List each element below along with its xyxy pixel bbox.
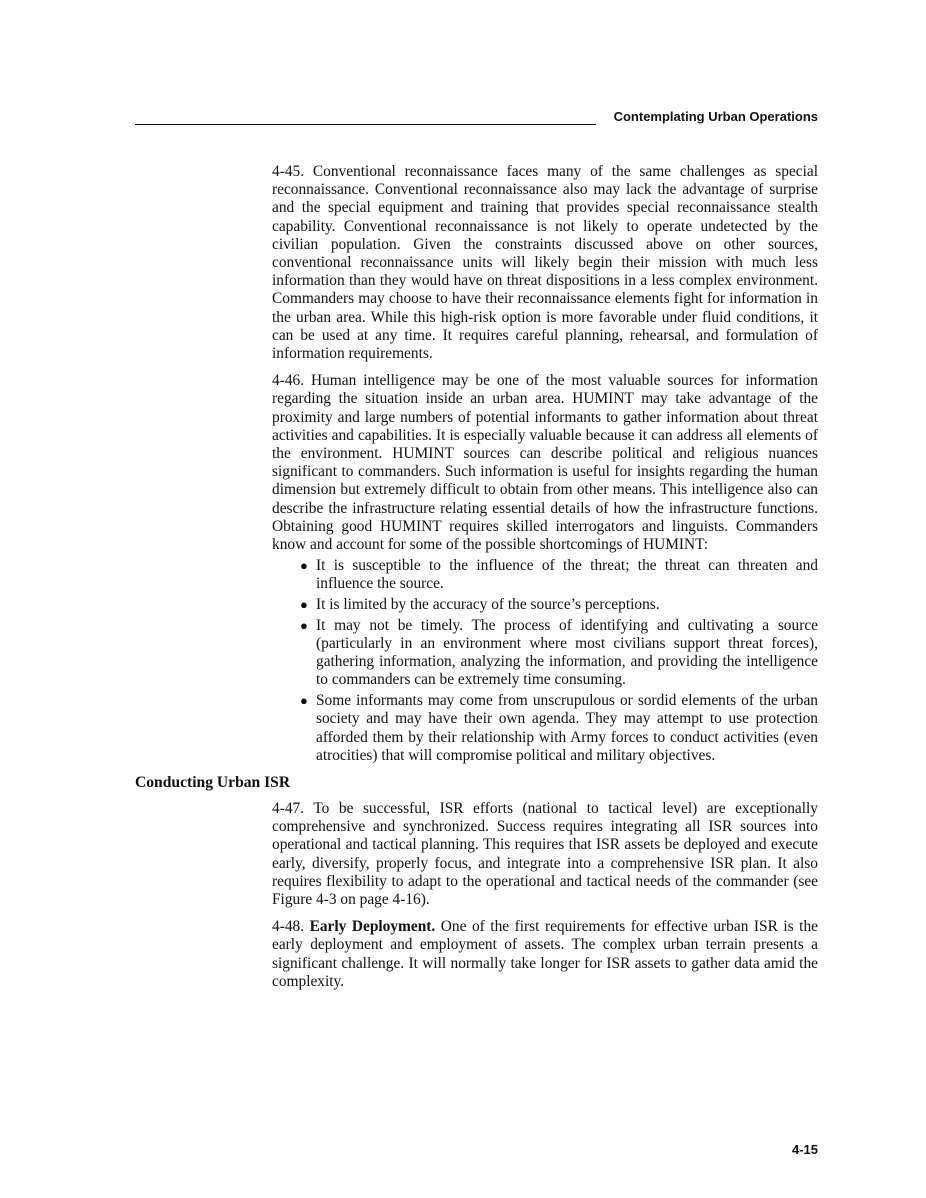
running-header (135, 108, 818, 125)
paragraph-lead-in: Early Deployment. (309, 918, 436, 936)
bullet-icon: ● (300, 597, 308, 613)
header-rule (135, 124, 596, 125)
list-item: ● It is limited by the accuracy of the source’s perceptions. (300, 596, 660, 614)
humint-shortcomings-list (272, 557, 818, 765)
paragraph-4-45: 4-45. Conventional reconnaissance faces many of the same challenges as special reconnaissance. Conventional reconnaissance also may lack the advantage of surprise and the special equipment and training that provides special reconnaissance stealth capability. Conventional reconnaissance is not likely to operate undetected by the civilian population. Given the constraints discussed above on other sources, conventional reconnaissance units will likely begin their mission with much less information than they would have on threat dispositions in a less complex environment. Commanders may choose to have their reconnaissance elements fight for information in the urban area. While this high-risk option is more favorable under fluid conditions, it can be used at any time. It requires careful planning, rehearsal, and formulation of information requirements. (272, 163, 818, 363)
paragraph-number: 4-48. (272, 918, 305, 936)
list-item: ● It may not be timely. The process of identifying and cultivating a source (particularly in an environment where most civilians support threat forces), gathering information, analyzing the information, and providing the intelligence to commanders can be extremely time consuming. (300, 616, 818, 689)
paragraph-4-48 (272, 918, 818, 991)
list-item: ● Some informants may come from unscrupulous or sordid elements of the urban society and may have their own agenda. They may attempt to use protection afforded them by their relationship with Army forces to conduct activities (even atrocities) that will compromise political and military objectives. (300, 692, 818, 764)
section-heading: Conducting Urban ISR (135, 774, 291, 791)
body-text (135, 163, 818, 1000)
list-item: ● It is susceptible to the influence of the threat; the threat can threaten and influence the source. (300, 557, 818, 593)
bullet-icon: ● (300, 558, 308, 574)
bullet-icon: ● (300, 617, 308, 633)
running-title: Contemplating Urban Operations (613, 109, 818, 124)
bullet-icon: ● (300, 693, 308, 709)
paragraph-4-46: 4-46. Human intelligence may be one of the most valuable sources for information regarding the situation inside an urban area. HUMINT may take advantage of the proximity and large numbers of potential informants to gather information about threat activities and capabilities. It is especially valuable because it can address all elements of the environment. HUMINT sources can describe political and religious nuances significant to commanders. Such information is useful for insights regarding the human dimension but extremely difficult to obtain from other means. This intelligence also can describe the infrastructure relating essential details of how the infrastructure functions. Obtaining good HUMINT requires skilled interrogators and linguists. Commanders know and account for some of the possible shortcomings of HUMINT: (272, 372, 818, 554)
paragraph-4-47: 4-47. To be successful, ISR efforts (national to tactical level) are exceptionally comprehensive and synchronized. Success requires integrating all ISR sources into operational and tactical planning. This requires that ISR assets be deployed and execute early, diversify, properly focus, and integrate into a comprehensive ISR plan. It also requires flexibility to adapt to the operational and tactical needs of the commander (see Figure 4-3 on page 4-16). (272, 800, 818, 909)
paragraph-body: One of the first requirements for effective urban ISR is the early deployment and employment of assets. The complex urban terrain presents a significant challenge. It will normally take longer for ISR assets to gather data amid the complexity. (272, 918, 818, 990)
page-number: 4-15 (791, 1142, 818, 1157)
